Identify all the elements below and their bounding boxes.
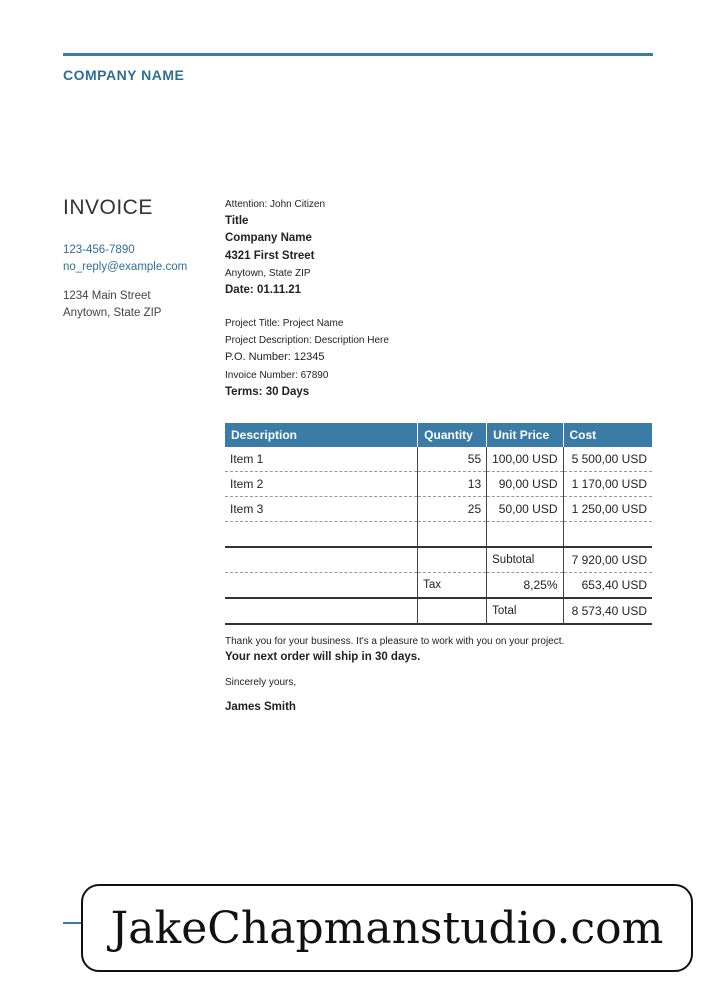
recipient-block [225,196,325,299]
shipping-note: Your next order will ship in 30 days. [225,651,421,663]
empty-cell [225,573,418,599]
subtotal-label: Subtotal [487,547,563,573]
empty-cell [563,522,652,548]
item-unit-price: 90,00 USD [487,472,563,497]
sender-email: no_reply@example.com [63,261,188,273]
empty-cell [418,547,487,573]
empty-cell [225,547,418,573]
invoice-number: Invoice Number: 67890 [225,369,329,381]
top-rule [63,53,653,56]
table-row [225,447,652,472]
item-cost: 5 500,00 USD [563,447,652,472]
empty-cell [225,522,418,548]
company-name: COMPANY NAME [63,67,185,83]
item-quantity: 13 [418,472,487,497]
item-unit-price: 50,00 USD [487,497,563,522]
sender-city: Anytown, State ZIP [63,307,162,319]
empty-cell [487,522,563,548]
total-row [225,598,652,624]
item-description: Item 2 [225,472,418,497]
sender-address [63,288,213,322]
sender-phone: 123-456-7890 [63,244,135,256]
sender-block [63,196,213,322]
empty-cell [225,598,418,624]
header-description: Description [225,423,418,447]
project-description: Project Description: Description Here [225,335,389,347]
sender-street: 1234 Main Street [63,290,151,302]
watermark: JakeChapmanstudio.com [81,884,693,972]
item-cost: 1 170,00 USD [563,472,652,497]
recipient-company: Company Name [225,232,312,245]
item-quantity: 25 [418,497,487,522]
closing-block [225,636,564,713]
sign-off: Sincerely yours, [225,677,297,688]
table-row [225,497,652,522]
payment-terms: Terms: 30 Days [225,385,310,398]
invoice-title: INVOICE [63,196,153,219]
table-row [225,472,652,497]
item-cost: 1 250,00 USD [563,497,652,522]
project-block [225,315,389,401]
recipient-title: Title [225,215,249,228]
tax-label: Tax [418,573,487,599]
header-unit-price: Unit Price [487,423,563,447]
invoice-date: Date: 01.11.21 [225,284,302,297]
recipient-street: 4321 First Street [225,249,315,262]
tax-amount: 653,40 USD [563,573,652,599]
recipient-city: Anytown, State ZIP [225,267,311,279]
signer-name: James Smith [225,701,296,713]
header-cost: Cost [563,423,652,447]
subtotal-value: 7 920,00 USD [563,547,652,573]
thank-you-note: Thank you for your business. It's a pleasure to work with you on your project. [225,636,565,647]
table-header-row [225,423,652,447]
footer-rule [63,922,83,924]
item-unit-price: 100,00 USD [487,447,563,472]
item-description: Item 1 [225,447,418,472]
table-row-empty [225,522,652,548]
item-description: Item 3 [225,497,418,522]
header-quantity: Quantity [418,423,487,447]
tax-rate: 8,25% [487,573,563,599]
subtotal-row [225,547,652,573]
project-title: Project Title: Project Name [225,318,344,329]
total-label: Total [487,598,563,624]
empty-cell [418,522,487,548]
recipient-attention: Attention: John Citizen [225,199,326,210]
tax-row [225,573,652,599]
po-number: P.O. Number: 12345 [225,351,325,364]
item-quantity: 55 [418,447,487,472]
total-value: 8 573,40 USD [563,598,652,624]
invoice-table [225,423,652,625]
empty-cell [418,598,487,624]
sender-contact [63,242,213,276]
